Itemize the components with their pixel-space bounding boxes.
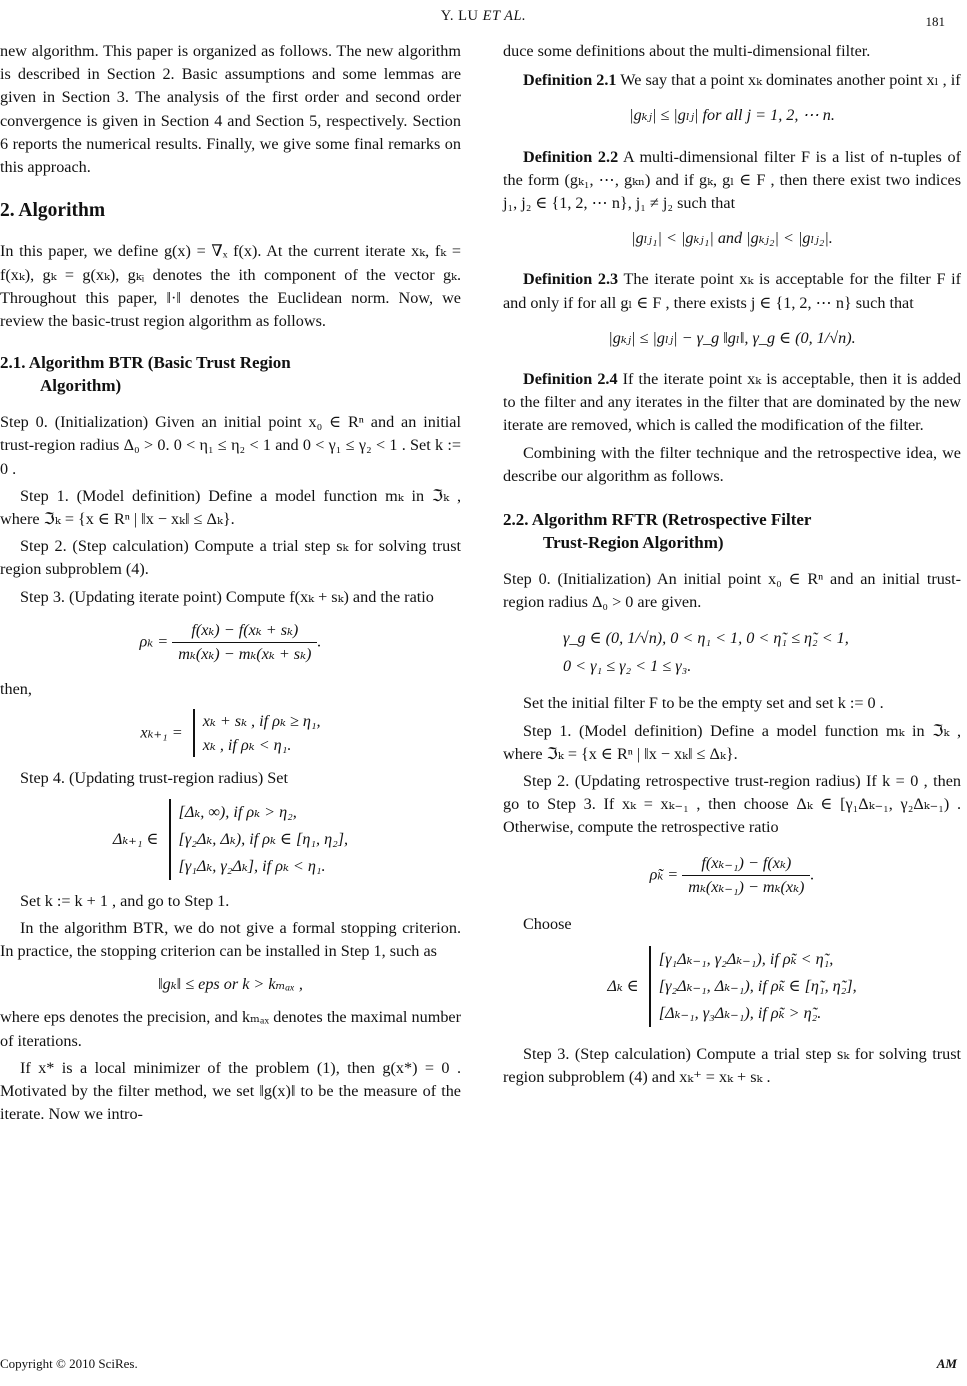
define-paragraph: In this paper, we define g(x) = ∇ₓ f(x). At the current iterate xₖ, fₖ = f(xₖ), gₖ = g(xₖ), gₖᵢ denotes the ith component of the vector gₖ. Throughout this paper, ‖·‖ denotes the Euclidean norm. Now, we review the basic-trust region algorithm as follows.	[0, 242, 461, 331]
page-header	[0, 6, 967, 30]
definition-2-4: Definition 2.4 If the iterate point xₖ is acceptable, then it is added to the filter and any iterates in the filter that are dominated by the new iterate are removed, which is called the modification of the filter.	[503, 370, 962, 435]
right-column	[503, 40, 961, 1094]
subsection-heading-rftr	[503, 508, 961, 554]
rho-equation: ρₖ = $\frac{\text{f(xₖ) − f(xₖ + sₖ)}}{\text{mₖ(xₖ) − mₖ(xₖ + sₖ)}}$ .	[0, 619, 461, 666]
page-footer	[0, 1356, 967, 1380]
rftr-step2: Step 2. (Updating retrospective trust-region radius) If k = 0 , then go to Step 3. If xₖ = xₖ₋₁ , then choose Δₖ ∈ [γ₁Δₖ₋₁, γ₂Δₖ₋₁) . Otherwise, compute the retrospective ratio	[503, 772, 961, 837]
combining-paragraph: Combining with the filter technique and the retrospective idea, we describe our algorithm as follows.	[503, 443, 961, 485]
retrospective-ratio-fraction: $\frac{\text{f(xₖ₋₁) − f(xₖ)}}{\text{mₖ(xₖ₋₁) − mₖ(xₖ)}}$	[682, 852, 810, 899]
definition-2-1-equation: |gₖⱼ| ≤ |gₗⱼ| for all j = 1, 2, ⋯ n.	[629, 106, 835, 125]
rftr-heading-line2: Trust-Region Algorithm)	[543, 533, 724, 553]
rftr-step0: Step 0. (Initialization) An initial point x₀ ∈ Rⁿ and an initial trust-region radius Δ₀ > 0 are given.	[503, 570, 961, 612]
btr-step3: Step 3. (Updating iterate point) Compute f(xₖ + sₖ) and the ratio	[20, 587, 434, 606]
btr-step2: Step 2. (Step calculation) Compute a trial step sₖ for solving trust region subproblem (4).	[0, 537, 461, 579]
choose-delta-equation: Δₖ ∈ [γ₁Δₖ₋₁, γ₂Δₖ₋₁), if ρ̃ₖ < η̃₁, [γ₂Δₖ₋₁, Δₖ₋₁), if ρ̃ₖ ∈ [η̃₁, η̃₂], [Δₖ₋₁, γ₃Δₖ₋₁), if ρ̃ₖ > η̃₂.	[503, 946, 961, 1027]
retrospective-ratio-equation: ρ̃ₖ = $\frac{\text{f(xₖ₋₁) − f(xₖ)}}{\text{mₖ(xₖ₋₁) − mₖ(xₖ)}}$ .	[503, 852, 961, 899]
stop-equation: ‖gₖ‖ ≤ eps or k > kₘₐₓ ,	[158, 975, 303, 994]
btr-step1: Step 1. (Model definition) Define a model function mₖ in ℑₖ , where ℑₖ = {x ∈ Rⁿ | ‖x − xₖ‖ ≤ Δₖ}.	[0, 486, 461, 529]
rftr-step1: Step 1. (Model definition) Define a model function mₖ in ℑₖ , where ℑₖ = {x ∈ Rⁿ | ‖x − xₖ‖ ≤ Δₖ}.	[503, 721, 961, 763]
set-filter-paragraph: Set the initial filter F to be the empty set and set k := 0 .	[523, 694, 884, 713]
page-number: 181	[925, 14, 945, 29]
definition-2-3-equation: |gₖⱼ| ≤ |gₗⱼ| − γ_g ‖gₗ‖, γ_g ∈ (0, 1/√n).	[608, 328, 856, 347]
x-update-equation: xₖ₊₁ = xₖ + sₖ , if ρₖ ≥ η₁, xₖ , if ρₖ < η₁.	[0, 709, 461, 757]
where-paragraph: where eps denotes the precision, and kₘₐₓ denotes the maximal number of iterations.	[0, 1008, 461, 1050]
btr-heading-line1: 2.1. Algorithm BTR (Basic Trust Region	[0, 353, 291, 373]
running-head-author: Y. LU	[440, 8, 479, 24]
copyright: Copyright © 2010 SciRes.	[0, 1356, 138, 1371]
btr-step4: Step 4. (Updating trust-region radius) Set	[20, 769, 288, 788]
btr-step0: Step 0. (Initialization) Given an initial point x₀ ∈ Rⁿ and an initial trust-region radius Δ₀ > 0. 0 < η₁ ≤ η₂ < 1 and 0 < γ₁ ≤ γ₂ < 1 . Set k := 0 .	[0, 413, 461, 478]
set-k-line: Set k := k + 1 , and go to Step 1.	[20, 891, 230, 910]
intro-paragraph: new algorithm. This paper is organized as follows. The new algorithm is described in Section 2. Basic assumptions and some lemmas are given in Section 3. The analysis of the first order and second order convergence is given in Section 4 and Section 5, respectively. Section 6 reports the numerical results. Finally, we give some final remarks on this approach.	[0, 42, 461, 177]
definition-2-2: Definition 2.2 A multi-dimensional filter F is a list of n-tuples of the form (gₖ₁, ⋯, gₖₙ) and if gₖ, gₗ ∈ F , then there exist two indices j₁, j₂ ∈ {1, 2, ⋯ n}, j₁ ≠ j₂ such that	[503, 147, 961, 213]
section-heading-algorithm: 2. Algorithm	[0, 200, 106, 222]
running-head	[0, 8, 967, 25]
subsection-heading-btr	[0, 351, 461, 397]
stop-paragraph: In the algorithm BTR, we do not give a formal stopping criterion. In practice, the stopping criterion can be installed in Step 1, such as	[0, 918, 461, 961]
journal-abbrev: AM	[936, 1356, 957, 1371]
minimizer-paragraph: If x* is a local minimizer of the problem (1), then g(x*) = 0 . Motivated by the filter method, we set ‖g(x)‖ to be the measure of the iterate. Now we intro-	[0, 1058, 461, 1124]
running-head-etal: ET AL.	[482, 8, 527, 24]
then-label: then,	[0, 680, 32, 699]
left-column	[0, 40, 461, 1131]
rftr-step3: Step 3. (Step calculation) Compute a trial step sₖ for solving trust region subproblem (4) and xₖ⁺ = xₖ + sₖ .	[503, 1045, 961, 1087]
definition-2-2-equation: |gₗⱼ₁| < |gₖⱼ₁| and |gₖⱼ₂| < |gₗⱼ₂|.	[631, 229, 833, 248]
definition-2-1: Definition 2.1 We say that a point xₖ dominates another point xₗ , if	[523, 71, 961, 90]
delta-update-equation: Δₖ₊₁ ∈ [Δₖ, ∞), if ρₖ > η₂, [γ₂Δₖ, Δₖ), if ρₖ ∈ [η₁, η₂], [γ₁Δₖ, γ₂Δₖ], if ρₖ < η₁.	[0, 799, 461, 880]
choose-label: Choose	[523, 915, 572, 934]
rho-fraction: $\frac{\text{f(xₖ) − f(xₖ + sₖ)}}{\text{mₖ(xₖ) − mₖ(xₖ + sₖ)}}$	[172, 619, 317, 666]
rftr-parameters: γ_g ∈ (0, 1/√n), 0 < η₁ < 1, 0 < η̃₁ ≤ η̃₂ < 1, 0 < γ₁ ≤ γ₂ < 1 ≤ γ₃.	[563, 629, 849, 676]
btr-heading-line2: Algorithm)	[40, 376, 122, 396]
definition-2-3: Definition 2.3 The iterate point xₖ is acceptable for the filter F if and only if for all gₗ ∈ F , there exists j ∈ {1, 2, ⋯ n} such that	[503, 270, 962, 312]
intro-definitions: duce some definitions about the multi-dimensional filter.	[503, 42, 871, 60]
rftr-heading-line1: 2.2. Algorithm RFTR (Retrospective Filter	[503, 510, 812, 530]
